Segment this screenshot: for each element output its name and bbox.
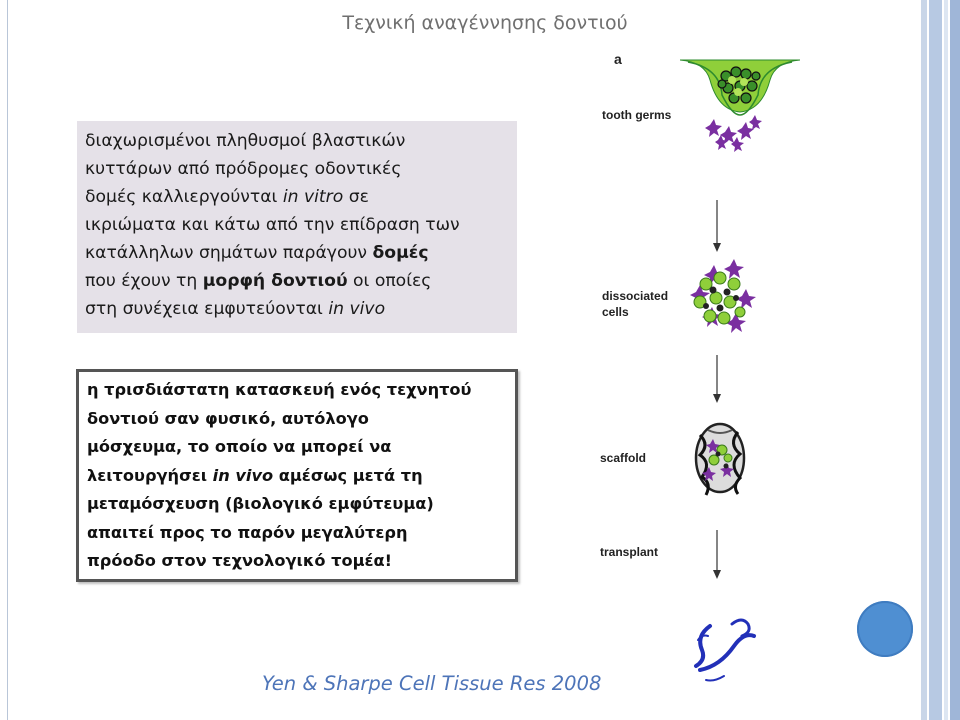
slide-right-band [929,0,942,720]
tooth-regeneration-diagram [680,40,800,700]
description-box [77,121,517,333]
text-run: διαχωρισμένοι πληθυσμοί βλαστικών [85,131,406,151]
tooth-germ-illustration [680,60,800,152]
text-line [85,155,509,183]
text-run: στη συνέχεια εμφυτεύονται [85,299,329,319]
text-run: πρόοδο στον τεχνολογικό τομέα! [87,551,392,570]
text-run: που έχουν τη [85,271,203,291]
text-line [85,239,509,267]
text-line [87,547,507,576]
text-line [85,183,509,211]
italic-term: in vivo [328,299,386,319]
text-run: δοντιού σαν φυσικό, αυτόλογο [87,408,369,428]
transplanted-tooth-illustration [696,620,754,681]
text-run: κυττάρων από πρόδρομες οδοντικές [85,159,402,179]
text-line [87,405,507,434]
text-run: οι οποίες [347,271,432,291]
text-run: ικριώματα και κάτω από την επίδραση των [85,215,460,235]
slide-right-band [950,0,960,720]
text-run: σε [343,187,369,207]
decorative-circle [857,601,913,657]
conclusion-box [76,369,518,582]
arrow-down-icon [713,355,721,403]
slide-left-border [7,0,8,720]
italic-term: in vivo [212,465,274,485]
text-run: δομές καλλιεργούνται [85,187,283,207]
slide-title: Τεχνική αναγέννησης δοντιού [342,12,628,34]
text-run: λειτουργήσει [87,465,213,485]
slide-right-band [944,0,948,720]
text-line [87,519,507,548]
label-transplant: transplant [600,545,659,559]
arrow-down-icon [713,530,721,579]
emphasis-term: δομές [372,243,429,263]
panel-letter: a [614,51,622,67]
label-tooth-germs: tooth germs [602,108,672,122]
text-line [87,376,507,405]
text-run: απαιτεί προς το παρόν μεγαλύτερη [87,522,408,542]
italic-term: in vitro [282,187,344,207]
text-line [85,127,509,155]
text-line [87,462,507,491]
slide-right-band [921,0,927,720]
citation: Yen & Sharpe Cell Tissue Res 2008 [262,672,602,695]
label-cells: cells [602,305,629,319]
label-dissociated: dissociated [602,289,669,303]
scaffold-illustration [696,424,744,495]
text-run: κατάλληλων σημάτων παράγουν [85,243,373,263]
arrow-down-icon [713,200,721,252]
text-line [87,490,507,519]
text-line [85,211,509,239]
text-line [85,295,509,323]
text-run: αμέσως μετά τη [273,465,423,485]
dissociated-cells-illustration [690,259,756,333]
text-line [87,433,507,462]
text-line [85,267,509,295]
emphasis-term: μορφή δοντιού [202,271,348,291]
label-scaffold: scaffold [600,451,647,465]
text-run: η τρισδιάστατη κατασκευή ενός τεχνητού [87,380,472,399]
text-run: μεταμόσχευση (βιολογικό εμφύτευμα) [87,494,434,513]
text-run: μόσχευμα, το οποίο να μπορεί να [87,437,392,456]
